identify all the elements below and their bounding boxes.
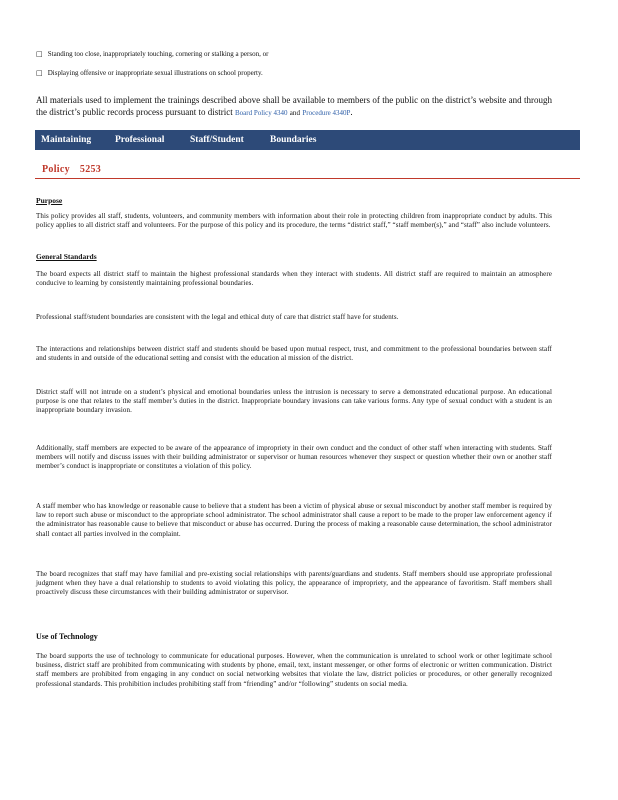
procedure-link[interactable]: Procedure 4340P [302, 109, 351, 117]
policy-label: Policy [42, 164, 70, 175]
body-paragraph: The interactions and relationships between district staff and students should be based upon mutual respect, trust, and commitment to the professional boundaries between staff and students in and outside of the educational setting and consist with the education al mission of the district. [36, 345, 552, 363]
banner-word: Boundaries [270, 135, 317, 145]
general-standards-heading: General Standards [36, 252, 97, 261]
bullet-text: Displaying offensive or inappropriate sexual illustrations on school property. [47, 69, 263, 77]
purpose-paragraph: This policy provides all staff, students, volunteers, and community members with information about their role in protecting children from inappropriate conduct by adults. This policy applies to all district staff and volunteers. For the purpose of this policy and its procedure, the terms “district staff,” “staff member(s),” and “staff” also include volunteers. [36, 212, 552, 230]
banner-word: Staff/Student [190, 135, 244, 145]
bullet-item [36, 69, 263, 77]
materials-text: All materials used to implement the trainings described above shall be available to members of the public on the district’s website and through the district’s public records process pursuant to district [36, 95, 552, 117]
body-paragraph: Additionally, staff members are expected to be aware of the appearance of impropriety in their own conduct and the conduct of other staff when interacting with students. Staff members will notify and discuss issues with their building administrator or supervisor or human resources whenever they suspect or question whether their own or another staff member’s conduct is inappropriate or constitutes a violation of this policy. [36, 444, 552, 471]
bullet-item [36, 50, 268, 58]
banner-word: Maintaining [41, 135, 92, 145]
banner-word: Professional [115, 135, 165, 145]
body-paragraph: A staff member who has knowledge or reasonable cause to believe that a student has been a victim of physical abuse or sexual misconduct by another staff member is required by law to report such abuse or misconduct to the appropriate school administrator. The school administrator shall cause a report to be made to the proper law enforcement agency if the administrator has reasonable cause to believe that misconduct or abuse has occurred. During the process of making a reasonable cause determination, the school administrator shall contact all parties involved in the complaint. [36, 502, 552, 538]
purpose-heading: Purpose [36, 196, 63, 205]
bullet-text: Standing too close, inappropriately touching, cornering or stalking a person, or [47, 50, 269, 58]
policy-number [42, 164, 101, 175]
and-text: and [289, 109, 301, 117]
technology-paragraph: The board supports the use of technology to communicate for educational purposes. However, when the communication is unrelated to school work or other legitimate school business, district staff are prohibited from communicating with students by phone, email, text, instant messenger, or other forms of electronic or written communication. District staff members are prohibited from engaging in any conduct on social networking websites that violate the law, district policies or procedures, or other generally recognized professional standards. This prohibition includes prohibiting staff from “friending” and/or “following” students on social media. [36, 652, 552, 688]
period-text: . [350, 107, 353, 117]
bullet-box-icon: □ [36, 50, 43, 58]
body-paragraph: District staff will not intrude on a student’s physical and emotional boundaries unless the intrusion is necessary to serve a demonstrated educational purpose. An educational purpose is one that relates to the staff member’s duties in the district. Inappropriate boundary invasions can take various forms. Any type of sexual conduct with a student is an inappropriate boundary invasion. [36, 388, 552, 415]
bullet-box-icon: □ [36, 69, 43, 77]
materials-paragraph [36, 94, 552, 119]
technology-heading: Use of Technology [36, 632, 98, 641]
section-banner [35, 130, 580, 150]
body-paragraph: The board recognizes that staff may have familial and pre-existing social relationships with parents/guardians and students. Staff members should use appropriate professional judgment when they have a dual relationship to students to avoid violating this policy, the appearance of impropriety, and the appearance of favoritism. Staff members shall proactively discuss these circumstances with their building administrator or supervisor. [36, 570, 552, 597]
board-policy-link[interactable]: Board Policy 4340 [234, 109, 288, 117]
body-paragraph: The board expects all district staff to maintain the highest professional standards when they interact with students. All district staff are required to maintain an atmosphere conducive to learning by consistently maintaining professional boundaries. [36, 270, 552, 288]
policy-divider [35, 178, 580, 179]
body-paragraph: Professional staff/student boundaries are consistent with the legal and ethical duty of care that district staff have for students. [36, 313, 399, 321]
policy-num: 5253 [79, 164, 102, 175]
